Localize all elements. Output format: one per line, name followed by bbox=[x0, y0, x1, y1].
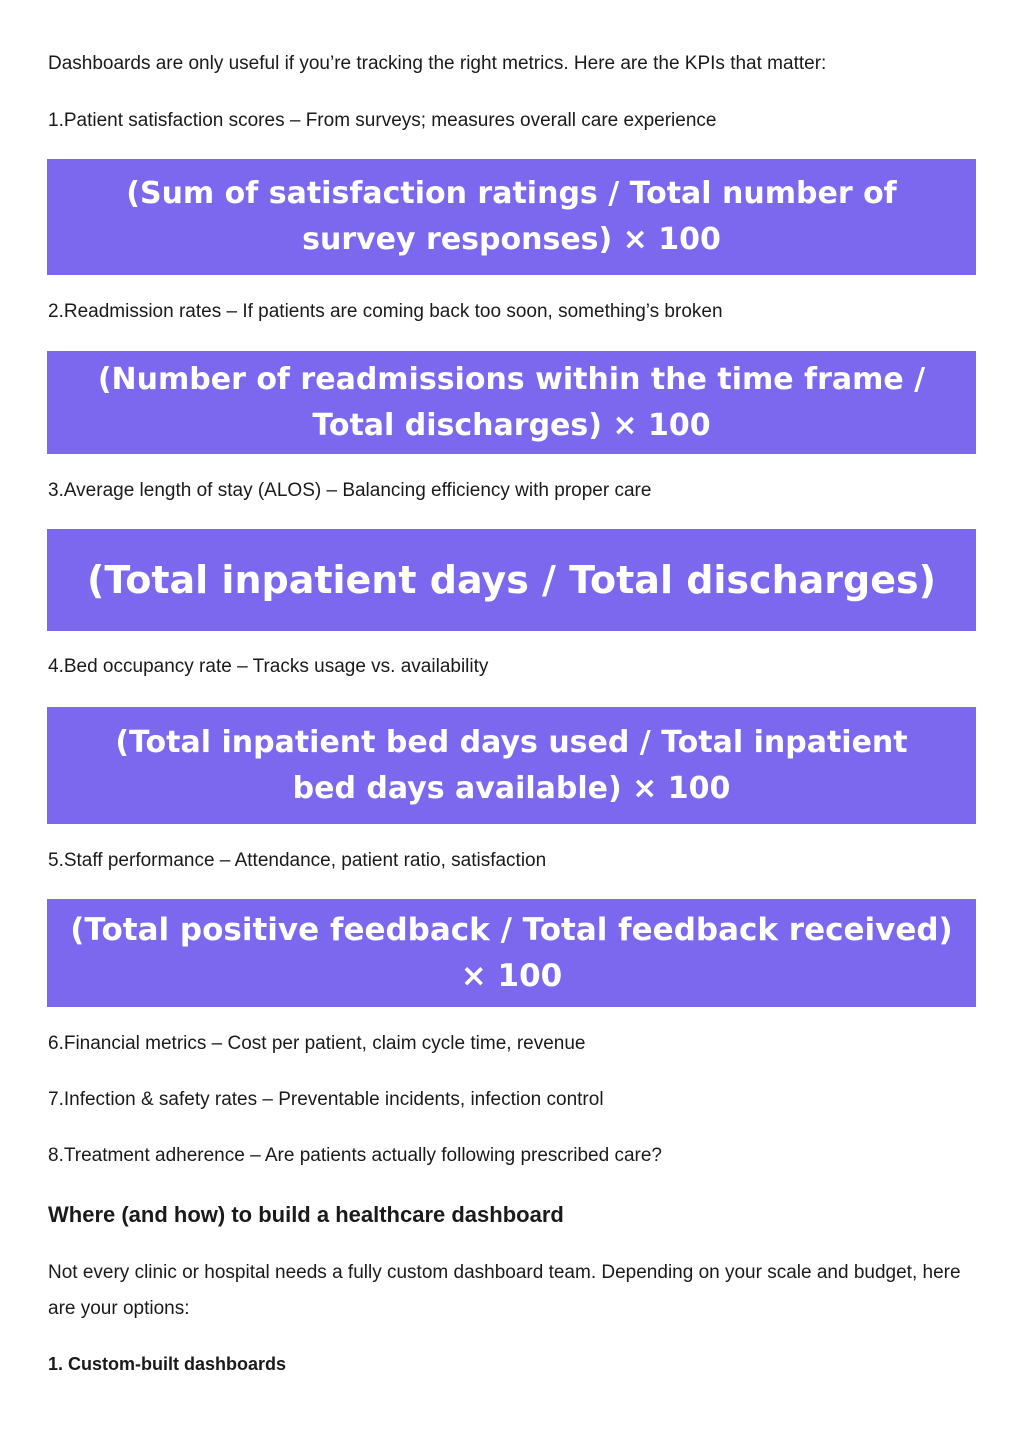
formula-text: (Number of readmissions within the time frame / Total discharges) × 100 bbox=[97, 361, 926, 443]
formula-box-patient-satisfaction bbox=[47, 159, 976, 275]
subsection-heading: 1. Custom-built dashboards bbox=[48, 1354, 287, 1374]
formula-text: (Total positive feedback / Total feedback received) × 100 bbox=[70, 912, 953, 994]
section-body-text: Not every clinic or hospital needs a fully custom dashboard team. Depending on your scale and budget, here are your options: bbox=[48, 1262, 961, 1319]
kpi-item-staff-performance: 5.Staff performance – Attendance, patient ratio, satisfaction bbox=[48, 850, 547, 871]
section-heading: Where (and how) to build a healthcare dashboard bbox=[48, 1202, 564, 1227]
formula-box-staff-performance bbox=[47, 899, 976, 1007]
formula-text: (Total inpatient bed days used / Total inpatient bed days available) × 100 bbox=[115, 724, 908, 806]
kpi-item-average-length-of-stay: 3.Average length of stay (ALOS) – Balancing efficiency with proper care bbox=[48, 480, 652, 501]
formula-box-bed-occupancy-rate bbox=[47, 707, 976, 824]
kpi-item-financial-metrics: 6.Financial metrics – Cost per patient, claim cycle time, revenue bbox=[48, 1033, 586, 1054]
kpi-item-treatment-adherence: 8.Treatment adherence – Are patients actually following prescribed care? bbox=[48, 1145, 662, 1166]
formula-box-readmission-rates bbox=[47, 351, 976, 454]
kpi-item-patient-satisfaction: 1.Patient satisfaction scores – From surveys; measures overall care experience bbox=[48, 110, 717, 131]
intro-text: Dashboards are only useful if you’re tracking the right metrics. Here are the KPIs that matter: bbox=[48, 53, 827, 74]
formula-box-average-length-of-stay bbox=[47, 529, 976, 631]
kpi-item-readmission-rates: 2.Readmission rates – If patients are coming back too soon, something’s broken bbox=[48, 301, 723, 322]
kpi-item-infection-safety-rates: 7.Infection & safety rates – Preventable incidents, infection control bbox=[48, 1089, 604, 1110]
kpi-item-bed-occupancy-rate: 4.Bed occupancy rate – Tracks usage vs. availability bbox=[48, 656, 489, 677]
formula-text: (Sum of satisfaction ratings / Total number of survey responses) × 100 bbox=[126, 176, 897, 257]
formula-text: (Total inpatient days / Total discharges) bbox=[87, 558, 936, 602]
